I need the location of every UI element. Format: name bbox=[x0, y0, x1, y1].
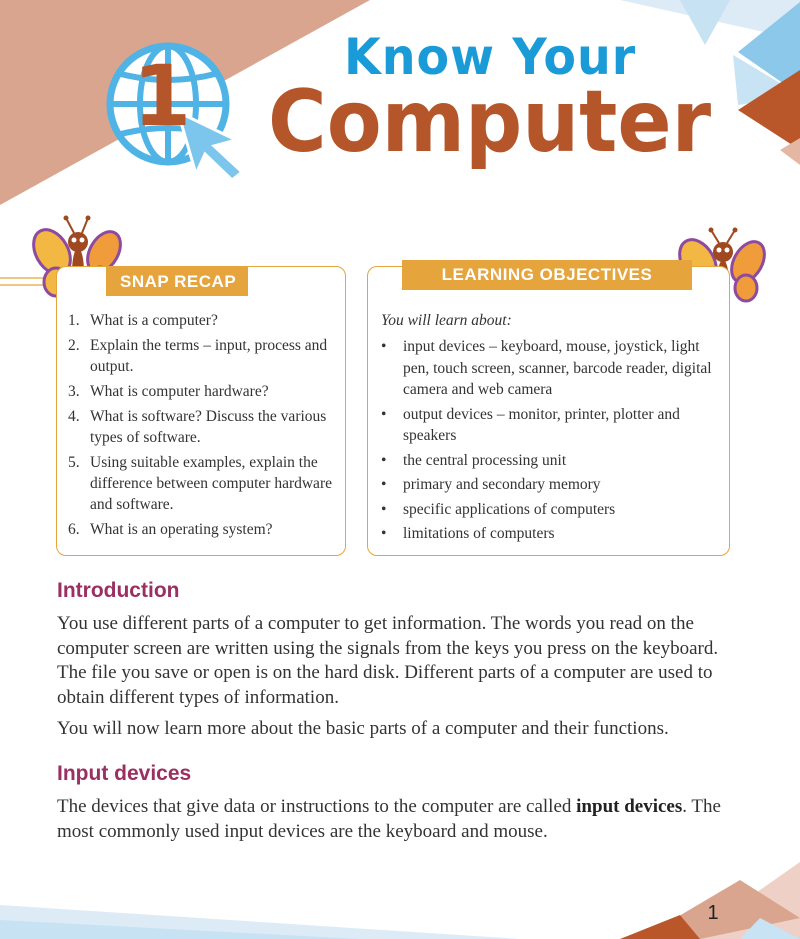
list-item: • output devices – monitor, printer, plotter and speakers bbox=[381, 405, 680, 444]
list-item: 2. Explain the terms – input, process and output. bbox=[68, 337, 328, 375]
introduction-paragraph-1: You use different parts of a computer to get information. The words you read on the computer screen are written using the signals from the keys you press on the keyboard. The file you save or open is on the hard disk. Different parts of a computer are used to obtain different types of information. bbox=[57, 613, 719, 708]
list-item: • input devices – keyboard, mouse, joystick, light pen, touch screen, scanner, barcode reader, digital camera and web camera bbox=[381, 338, 712, 398]
chapter-title-line2: Computer bbox=[268, 72, 712, 172]
list-item: 6. What is an operating system? bbox=[68, 521, 273, 538]
list-item: • primary and secondary memory bbox=[381, 476, 601, 493]
chapter-number: 1 bbox=[132, 47, 192, 145]
page-number: 1 bbox=[707, 902, 719, 924]
snap-recap-label: SNAP RECAP bbox=[106, 267, 248, 296]
list-item: • the central processing unit bbox=[381, 451, 567, 469]
learning-objectives-label: LEARNING OBJECTIVES bbox=[402, 260, 692, 290]
input-devices-term: input devices bbox=[576, 796, 683, 817]
input-devices-heading: Input devices bbox=[57, 762, 192, 785]
list-item: 1. What is a computer? bbox=[68, 312, 218, 329]
learning-objectives-list bbox=[381, 336, 721, 548]
list-item: 5. Using suitable examples, explain the difference between computer hardware and software. bbox=[68, 454, 332, 513]
input-devices-paragraph: The devices that give data or instructions to the computer are called input devices. The most commonly used input devices are the keyboard and mouse. bbox=[57, 796, 721, 842]
learning-objectives-intro: You will learn about: bbox=[381, 312, 512, 329]
snap-recap-list bbox=[66, 310, 338, 544]
introduction-heading: Introduction bbox=[57, 579, 180, 602]
list-item: 4. What is software? Discuss the various types of software. bbox=[68, 408, 327, 446]
list-item: • limitations of computers bbox=[381, 525, 555, 542]
list-item: • specific applications of computers bbox=[381, 500, 616, 518]
chapter-title-line1: Know Your bbox=[344, 28, 637, 86]
list-item: 3. What is computer hardware? bbox=[68, 383, 269, 400]
introduction-paragraph-2: You will now learn more about the basic parts of a computer and their functions. bbox=[57, 718, 669, 739]
